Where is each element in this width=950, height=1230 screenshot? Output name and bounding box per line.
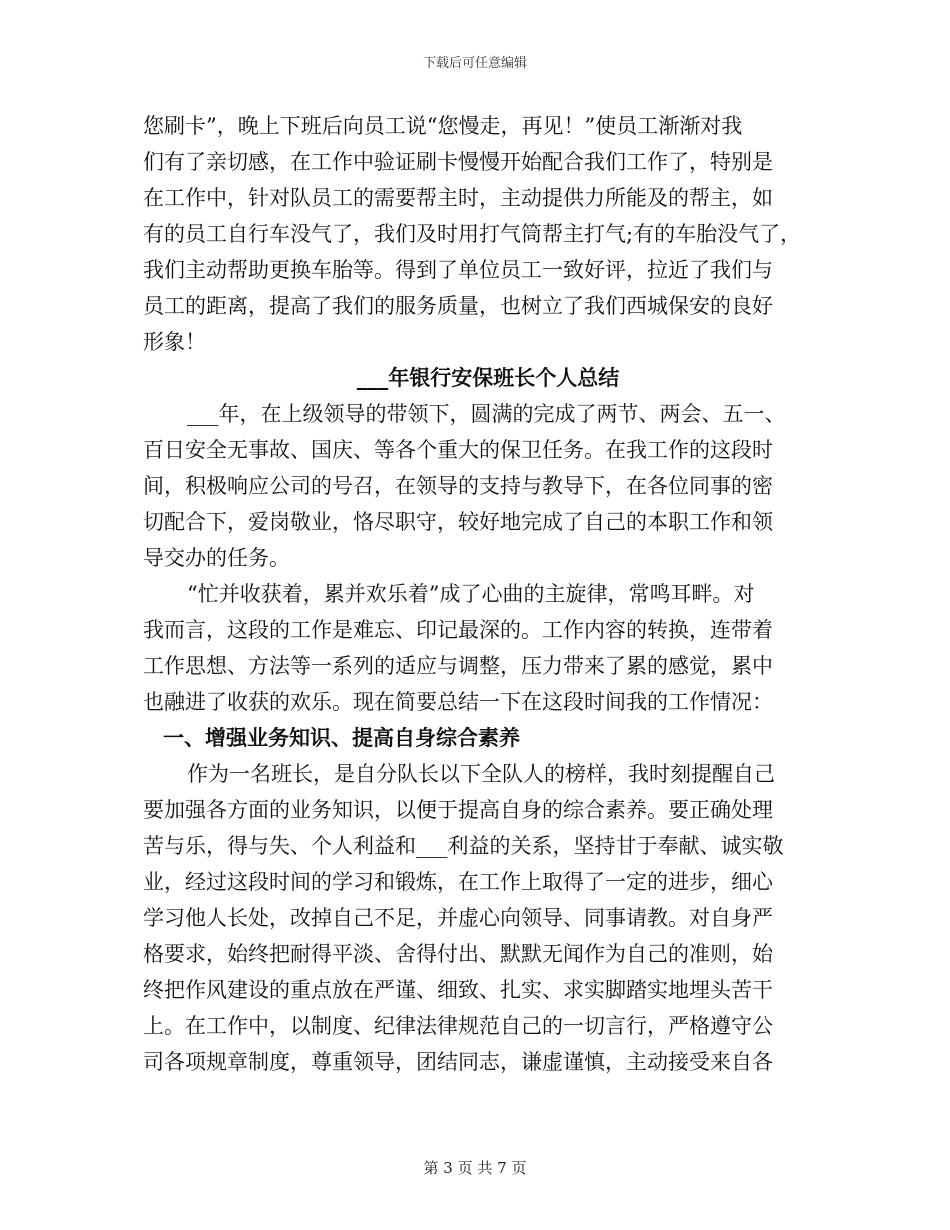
paragraph-line: 学习他人长处，改掉自己不足，并虚心向领导、同事请教。对自身严 <box>143 906 773 930</box>
paragraph-line: 也融进了收获的欢乐。现在简要总结一下在这段时间我的工作情况： <box>143 690 773 714</box>
paragraph-line: 业，经过这段时间的学习和锻炼，在工作上取得了一定的进步，细心 <box>143 870 773 894</box>
paragraph-line: 员工的距离，提高了我们的服务质量，也树立了我们西城保安的良好 <box>143 294 773 318</box>
document-body <box>143 108 813 1080</box>
paragraph-line: “忙并收获着，累并欢乐着”成了心曲的主旋律，常鸣耳畔。对 <box>187 582 755 606</box>
paragraph-line: 格要求，始终把耐得平淡、舍得付出、默默无闻作为自己的准则，始 <box>143 942 773 966</box>
paragraph-line: 您刷卡”，晚上下班后向员工说“您慢走，再见！”使员工渐渐对我 <box>143 114 743 138</box>
paragraph-line: 作为一名班长，是自分队长以下全队人的榜样，我时刻提醒自己 <box>187 762 775 786</box>
paragraph-line: 有的员工自行车没气了，我们及时用打气筒帮主打气;有的车胎没气了， <box>143 222 802 246</box>
paragraph-line: 百日安全无事故、国庆、等各个重大的保卫任务。在我工作的这段时 <box>143 438 773 462</box>
paragraph-line: ___年，在上级领导的带领下，圆满的完成了两节、两会、五一、 <box>187 402 786 426</box>
paragraph-line: 我们主动帮助更换车胎等。得到了单位员工一致好评，拉近了我们与 <box>143 258 773 282</box>
paragraph-line: 形象！ <box>143 330 206 354</box>
paragraph-line: 在工作中，针对队员工的需要帮主时，主动提供力所能及的帮主，如 <box>143 186 773 210</box>
section-title: ___年银行安保班长个人总结 <box>356 365 620 390</box>
paragraph-line: 苦与乐，得与失、个人利益和___利益的关系，坚持甘于奉献、诚实敬 <box>143 834 784 858</box>
paragraph-line: 我而言，这段的工作是难忘、印记最深的。工作内容的转换，连带着 <box>143 618 773 642</box>
paragraph-line: 上。在工作中，以制度、纪律法律规范自己的一切言行，严格遵守公 <box>143 1014 773 1038</box>
paragraph-line: 们有了亲切感，在工作中验证刷卡慢慢开始配合我们工作了，特别是 <box>143 150 773 174</box>
page-number: 第 3 页 共 7 页 <box>423 1159 527 1177</box>
section-heading: 一、增强业务知识、提高自身综合素养 <box>163 725 520 750</box>
paragraph-line: 导交办的任务。 <box>143 546 290 570</box>
page-header: 下载后可任意编辑 <box>422 56 527 71</box>
paragraph-line: 切配合下，爱岗敬业，恪尽职守，较好地完成了自己的本职工作和领 <box>143 510 773 534</box>
paragraph-line: 工作思想、方法等一系列的适应与调整，压力带来了累的感觉，累中 <box>143 654 773 678</box>
paragraph-line: 间，积极响应公司的号召，在领导的支持与教导下，在各位同事的密 <box>143 474 773 498</box>
paragraph-line: 要加强各方面的业务知识，以便于提高自身的综合素养。要正确处理 <box>143 798 773 822</box>
paragraph-line: 司各项规章制度，尊重领导，团结同志，谦虚谨慎，主动接受来自各 <box>143 1050 773 1074</box>
paragraph-line: 终把作风建设的重点放在严谨、细致、扎实、求实脚踏实地埋头苦干 <box>143 978 773 1002</box>
